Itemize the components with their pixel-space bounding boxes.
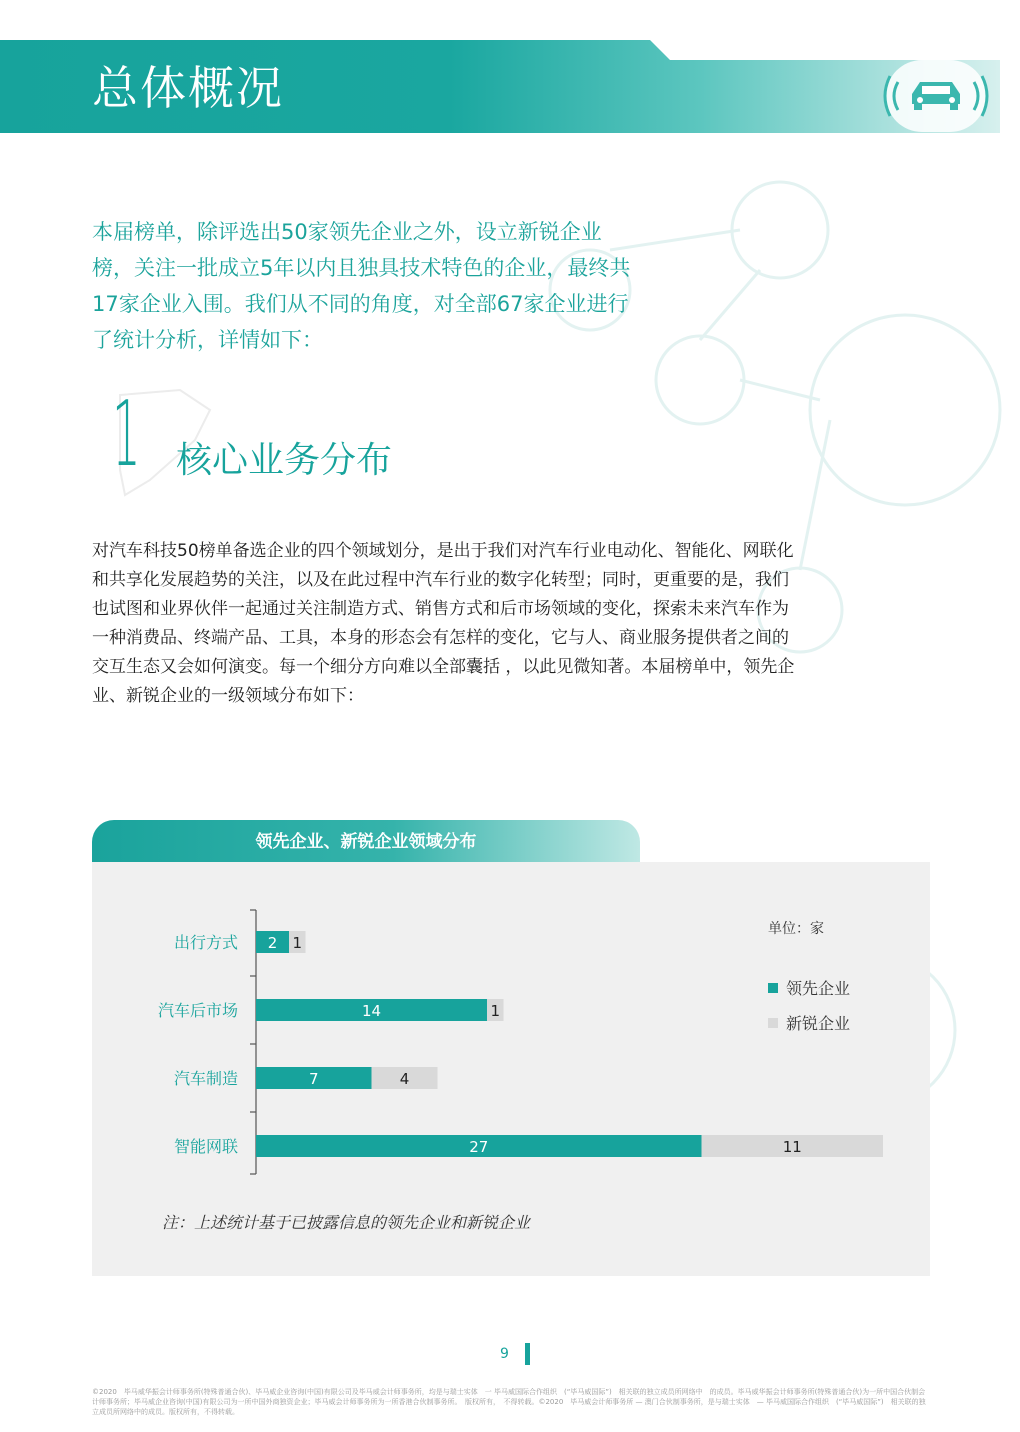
chart-note: 注：上述统计基于已披露信息的领先企业和新锐企业 <box>162 1213 531 1232</box>
data-label-emerging: 4 <box>399 1070 410 1088</box>
intro-paragraph: 本届榜单，除评选出50家领先企业之外，设立新锐企业榜，关注一批成立5年以内且独具技术特色的企业，最终共17家企业入围。我们从不同的角度，对全部67家企业进行了统计分析，详情如下： <box>92 220 631 352</box>
data-label-emerging: 1 <box>292 934 303 952</box>
legend-label-leading: 领先企业 <box>786 979 851 998</box>
data-label-emerging: 1 <box>490 1002 501 1020</box>
category-label: 智能网联 <box>173 1137 238 1156</box>
category-label: 出行方式 <box>173 933 238 952</box>
unit-label: 单位：家 <box>768 921 824 937</box>
page-number-bar <box>525 1343 530 1365</box>
data-label-leading: 7 <box>308 1070 319 1088</box>
legend-item-leading <box>768 970 850 1005</box>
section-title: 核心业务分布 <box>176 440 393 481</box>
data-label-emerging: 11 <box>782 1138 802 1156</box>
category-label: 汽车制造 <box>173 1069 238 1088</box>
data-label-leading: 27 <box>469 1138 489 1156</box>
footer-copyright: ©2020 毕马威华振会计师事务所(特殊普通合伙)、毕马威企业咨询(中国)有限公司及毕马威会计师事务所，均是与瑞士实体 一 毕马威国际合作组织 (“毕马威国际”) 相关联的独立成员所网络中 的成员。毕马威华振会计师事务所(特殊普通合伙)为一所中国合伙制会计师事务所；毕马威企业咨询(中国)有限公司为一所中国外商独资企业；毕马威会计师事务所为一所香港合伙制事务所。 版权所有， 不得转载。©2020 毕马威会计师事务所 — 澳门合伙制事务所，是与瑞士实体 — 毕马威国际合作组织 (“毕马威国际”) 相关联的独立成员所网络中的成员。版权所有，不得转载。 <box>92 1388 926 1416</box>
car-signal-icon <box>876 60 992 132</box>
legend-item-emerging <box>768 1005 850 1040</box>
section-number: 1 <box>112 382 141 487</box>
data-label-leading: 2 <box>267 934 278 952</box>
legend-label-emerging: 新锐企业 <box>786 1014 851 1033</box>
chart-title-tab <box>92 820 640 862</box>
body-paragraph: 对汽车科技50榜单备选企业的四个领域划分，是出于我们对汽车行业电动化、智能化、网联化和共享化发展趋势的关注，以及在此过程中汽车行业的数字化转型；同时，更重要的是，我们也试图和业界伙伴一起通过关注制造方式、销售方式和后市场领域的变化，探索未来汽车作为一种消费品、终端产品、工具，本身的形态会有怎样的变化，它与人、商业服务提供者之间的交互生态又会如何演变。每一个细分方向难以全部囊括 ，以此见微知著。本届榜单中，领先企业、新锐企业的一级领域分布如下： <box>92 541 795 706</box>
page-title: 总体概况 <box>92 61 284 115</box>
data-label-leading: 14 <box>361 1002 382 1020</box>
category-label: 汽车后市场 <box>157 1001 238 1020</box>
legend-swatch-emerging <box>768 1018 778 1028</box>
page-number: 9 <box>500 1346 509 1362</box>
legend-swatch-leading <box>768 983 778 993</box>
chart-legend <box>768 970 850 1040</box>
chart-title: 领先企业、新锐企业领域分布 <box>255 832 477 852</box>
